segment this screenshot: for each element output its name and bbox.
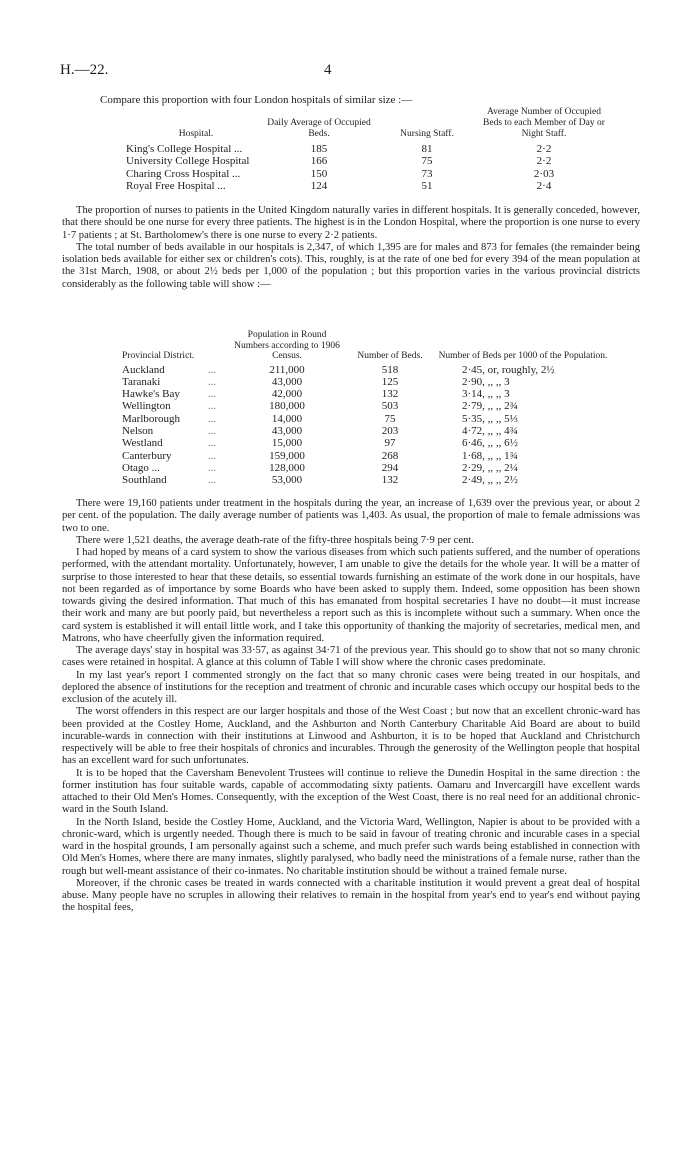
paragraph: There were 1,521 deaths, the average death-rate of the fifty-three hospitals being 7·9 per cent.: [76, 534, 474, 546]
table-row: [126, 180, 606, 192]
district-beds-table: [122, 330, 608, 486]
beds-per-thousand: 2·49, ,, ,, 2½: [462, 474, 518, 487]
paragraph: It is to be hoped that the Caversham Benevolent Trustees will continue to relieve the Dunedin Hospital in the same direction : the former institution has four suitable wards, capable of accommodating sixty patients. Oamaru and Invercargill have excellent wards attached to their Old Men's Homes. Consequently, with the exception of the West Coast, there is no real need for an additional chronic-ward in the South Island.: [62, 767, 640, 816]
nursing-staff: 73: [421, 167, 433, 180]
number-of-beds: 132: [381, 388, 399, 401]
leader-dots: ...: [208, 412, 217, 425]
column-header: Population in Round Numbers according to 1906 Census.: [234, 330, 340, 361]
report-reference: H.—22.: [60, 62, 109, 78]
paragraph: The proportion of nurses to patients in the United Kingdom naturally varies in different hospitals. It is generally conceded, however, that there should be one nurse for every three patients. The highest is in the London Hospital, where the proportion is one nurse to every 1·7 patients ; at St. Bartholomew's there is one nurse to every 2·2 patients.: [62, 205, 640, 241]
number-of-beds: 268: [381, 449, 399, 462]
column-header: Average Number of Occupied Beds to each Member of Day or Night Staff.: [483, 107, 605, 139]
number-of-beds: 132: [381, 474, 399, 487]
leader-dots: ...: [208, 363, 217, 376]
paragraph: In my last year's report I commented strongly on the fact that so many chronic cases were being treated in our hospitals, and deplored the absence of institutions for the reception and treatment of chronic and incurable cases which occupy our hospital beds to the exclusion of the acutely ill.: [62, 669, 640, 705]
paragraph: The total number of beds available in our hospitals is 2,347, of which 1,395 are for males and 873 for females (the remainder being isolation beds available for either sex or children's cots). This, roughly, is at the rate of one bed for every 394 of the mean population at the 31st March, 1908, or about 2½ beds per 1,000 of the population ; but this proportion varies in the various provincial districts considerably as the following table will show :—: [62, 241, 640, 290]
page-header: [60, 62, 640, 82]
table-row: [126, 143, 606, 155]
beds-per-thousand: 2·79, ,, ,, 2¾: [462, 400, 518, 413]
number-of-beds: 75: [384, 412, 396, 425]
paragraph: There were 19,160 patients under treatment in the hospitals during the year, an increase of 1,639 over the previous year, or about 2 per cent. of the population. The daily average number of patients was 1,403. As usual, the proportion of male to female admissions was two to one.: [62, 498, 640, 534]
daily-average: 150: [310, 167, 328, 180]
number-of-beds: 203: [381, 424, 399, 437]
hospital-name: University College Hospital: [126, 155, 250, 168]
district-name: Canterbury: [122, 449, 172, 462]
table-row: [122, 462, 608, 474]
table-row: [126, 168, 606, 180]
table-intro: Compare this proportion with four London hospitals of similar size :—: [100, 94, 413, 106]
hospital-name: King's College Hospital ...: [126, 143, 243, 155]
district-name: Otago ...: [122, 461, 160, 474]
population: 128,000: [269, 461, 305, 474]
leader-dots: ...: [208, 474, 217, 487]
column-header: Daily Average of Occupied Beds.: [267, 118, 371, 139]
beds-per-thousand: 2·90, ,, ,, 3: [462, 375, 510, 388]
leader-dots: ...: [208, 461, 217, 474]
london-hospitals-table: [126, 107, 606, 193]
beds-per-thousand: 5·35, ,, ,, 5⅓: [462, 412, 518, 425]
table-header-row: [126, 107, 606, 143]
table-row: [122, 376, 608, 388]
column-header: Provincial District.: [122, 351, 195, 361]
number-of-beds: 294: [381, 461, 399, 474]
population: 14,000: [271, 412, 303, 425]
hospital-name: Royal Free Hospital ...: [126, 180, 226, 193]
population: 180,000: [269, 400, 305, 413]
population: 43,000: [271, 375, 303, 388]
table-row: [126, 155, 606, 167]
nursing-staff: 81: [421, 143, 433, 155]
page-number: 4: [324, 62, 332, 78]
district-name: Westland: [122, 437, 163, 450]
beds-per-staff: 2·4: [536, 180, 552, 193]
beds-per-staff: 2·2: [536, 143, 552, 155]
paragraph: In the North Island, beside the Costley Home, Auckland, and the Victoria Ward, Wellington, Napier is about to be provided with a chronic-ward, which is urgently needed. Though there is much to be said in favour of treating chronic and incurable cases in a special ward in the hospital grounds, I am personally against such a scheme, and much prefer such wards being established in connection with Old Men's Homes, where there are many inmates, slightly paralysed, who badly need the ministrations of a female nurse, rather than the rough but well-meant assistance of their co-inmates. No charitable institution should be without a trained female nurse.: [62, 816, 640, 877]
beds-per-staff: 2·03: [533, 167, 555, 180]
district-name: Marlborough: [122, 412, 181, 425]
body-text-section-1: [62, 205, 640, 291]
number-of-beds: 125: [381, 375, 399, 388]
beds-per-thousand: 2·29, ,, ,, 2¼: [462, 461, 518, 474]
population: 42,000: [271, 388, 303, 401]
beds-per-thousand: 3·14, ,, ,, 3: [462, 388, 510, 401]
beds-per-thousand: 2·45, or, roughly, 2½: [462, 363, 555, 376]
table-row: [122, 400, 608, 412]
table-row: [122, 364, 608, 376]
district-name: Taranaki: [122, 375, 161, 388]
hospital-name: Charing Cross Hospital ...: [126, 167, 241, 180]
district-name: Auckland: [122, 363, 165, 376]
table-row: [122, 425, 608, 437]
column-header: Hospital.: [178, 129, 214, 139]
district-name: Wellington: [122, 400, 171, 413]
leader-dots: ...: [208, 400, 217, 413]
table-row: [122, 437, 608, 449]
population: 43,000: [271, 424, 303, 437]
paragraph: Moreover, if the chronic cases be treated in wards connected with a charitable institution it would prevent a great deal of hospital abuse. Many people have no scruples in allowing their relatives to remain in the hospital from year's end to year's end without paying the hospital fees,: [62, 877, 640, 914]
body-text-section-2: [62, 498, 640, 915]
district-name: Hawke's Bay: [122, 388, 180, 401]
daily-average: 185: [310, 143, 328, 155]
district-name: Southland: [122, 474, 167, 487]
column-header-spacer: [208, 330, 232, 364]
number-of-beds: 97: [384, 437, 396, 450]
beds-per-thousand: 6·46, ,, ,, 6½: [462, 437, 518, 450]
population: 211,000: [269, 363, 305, 376]
leader-dots: ...: [208, 388, 217, 401]
nursing-staff: 51: [421, 180, 433, 193]
population: 159,000: [269, 449, 305, 462]
column-header: Nursing Staff.: [400, 129, 454, 139]
column-header: Number of Beds per 1000 of the Population.: [438, 351, 608, 361]
population: 15,000: [271, 437, 303, 450]
nursing-staff: 75: [421, 155, 433, 168]
paragraph: I had hoped by means of a card system to show the various diseases from which such patients suffered, and the number of operations performed, with the attendant mortality. Unfortunately, however, I am unable to give the details for the whole year. It will be a matter of surprise to those interested to hear that these details, so essential towards furnishing an estimate of the work done in our hospitals, have not been regarded as of importance by some Boards who have been asked to supply them. Indeed, some opposition has been shown towards giving the desired information. That much of this has emanated from hospital secretaries I have no doubt—it must increase their work and many are but poorly paid, but nevertheless a report such as this is incomplete without such a summary. When once the card system is established it will entail little work, and I take this opportunity of thanking the majority of secretaries, medical men, and Matrons, who have cheerfully given the information required.: [62, 547, 640, 644]
population: 53,000: [271, 474, 303, 487]
leader-dots: ...: [208, 449, 217, 462]
daily-average: 124: [310, 180, 328, 193]
paragraph: The average days' stay in hospital was 33·57, as against 34·71 of the previous year. This should go to show that not so many chronic cases were retained in hospital. A glance at this column of Table I will show where the chronic cases predominate.: [62, 645, 640, 669]
paragraph: The worst offenders in this respect are our larger hospitals and those of the West Coast ; but now that an excellent chronic-ward has been provided at the Costley Home, Auckland, and the Ashburton and North Canterbury Charitable Aid Board are about to build incurable-wards in connection with their institutions at Linwood and Ashburton, it is to be hoped that Auckland and Christchurch respectively will be able to free their hospitals of chronics and incurables. Through the generosity of the Wellington people that hospital has an excellent ward for such unfortunates.: [62, 706, 640, 767]
daily-average: 166: [310, 155, 328, 168]
leader-dots: ...: [208, 437, 217, 450]
district-name: Nelson: [122, 424, 154, 437]
beds-per-thousand: 4·72, ,, ,, 4¾: [462, 424, 518, 437]
number-of-beds: 518: [381, 363, 399, 376]
table-row: [122, 413, 608, 425]
beds-per-thousand: 1·68, ,, ,, 1¾: [462, 449, 518, 462]
table-row: [122, 474, 608, 486]
table-header-row: [122, 330, 608, 364]
column-header: Number of Beds.: [357, 351, 423, 361]
leader-dots: ...: [208, 424, 217, 437]
beds-per-staff: 2·2: [536, 155, 552, 168]
table-row: [122, 388, 608, 400]
table-row: [122, 450, 608, 462]
leader-dots: ...: [208, 375, 217, 388]
number-of-beds: 503: [381, 400, 399, 413]
